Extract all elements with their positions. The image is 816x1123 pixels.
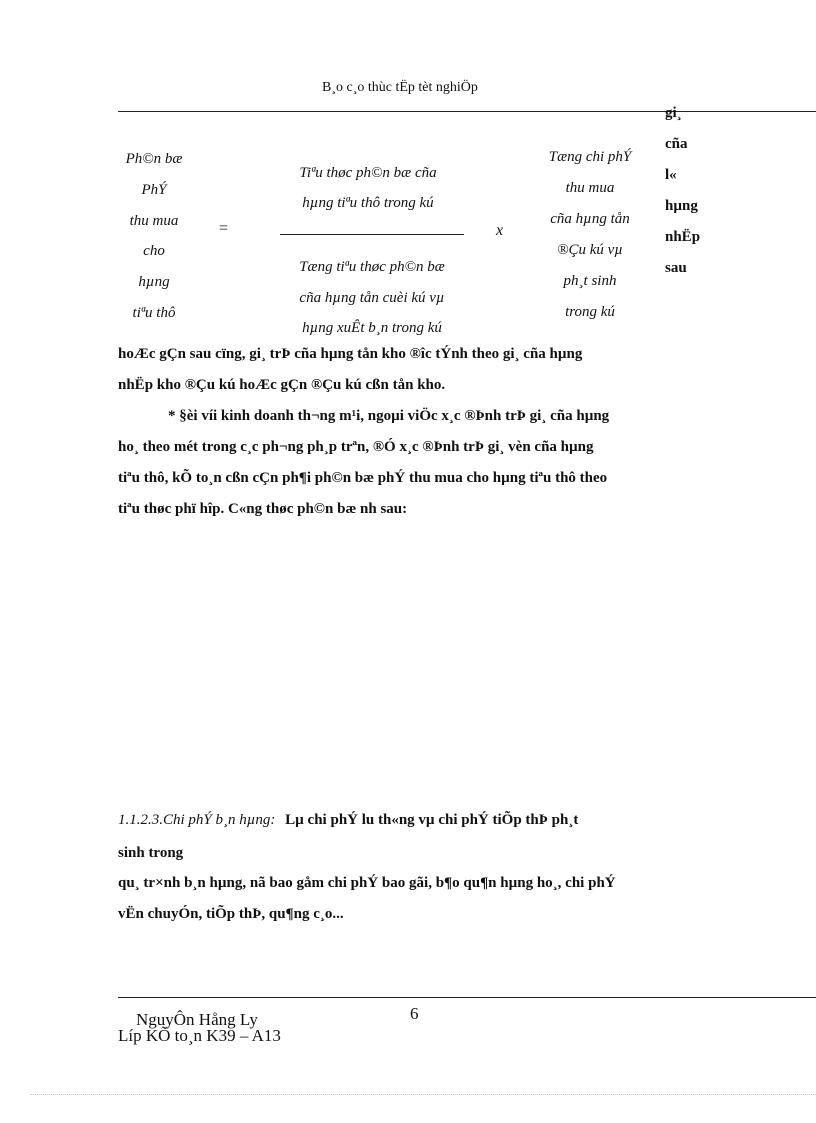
formula-lhs-line: hµng — [138, 274, 170, 291]
formula-lhs-line: Ph©n bæ — [125, 151, 183, 167]
equals-sign: = — [219, 220, 229, 237]
rhs-line: Tæng chi phÝ — [548, 149, 632, 165]
rhs-line: cña hµng tån — [550, 211, 630, 227]
formula-lhs-line: thu mua — [129, 212, 179, 229]
footer-rule — [118, 997, 816, 998]
side-line: l« — [665, 167, 677, 183]
rhs-line: thu mua — [565, 180, 615, 196]
page-number: 6 — [410, 1004, 419, 1023]
footer-author: NguyÔn Hång Ly — [136, 1010, 258, 1029]
side-line: gi¸ — [665, 105, 682, 121]
fraction-bar — [280, 234, 464, 235]
page-header-title: B¸o c¸o thùc tËp tèt nghiÖp — [322, 80, 478, 95]
body-paragraph-line: tiªu thô, kÕ to¸n cßn cÇn ph¶i ph©n bæ phÝ thu mua cho hµng tiªu thô theo — [118, 470, 608, 486]
page-bottom-dotted-divider — [30, 1094, 816, 1095]
body-paragraph-line: tiªu thøc phï hîp. C«ng thøc ph©n bæ nh sau: — [118, 501, 408, 517]
rhs-line: ph¸t sinh — [563, 273, 617, 289]
denominator-line: cña hµng tån cuèi kú vµ — [299, 289, 445, 306]
section-heading: 1.1.2.3.Chi phÝ b¸n hµng: — [118, 812, 276, 828]
times-sign: x — [496, 222, 504, 239]
formula-lhs-line: PhÝ — [141, 181, 167, 198]
formula-lhs-line: tiªu thô — [132, 304, 176, 321]
denominator-line: hµng xuÊt b¸n trong kú — [302, 320, 442, 336]
footer-class: Líp KÕ to¸n K39 – A13 — [118, 1026, 281, 1045]
numerator-line: hµng tiªu thô trong kú — [302, 195, 434, 211]
rhs-line: ®Çu kú vµ — [557, 242, 623, 258]
side-line: cña — [665, 136, 688, 152]
section-line: vËn chuyÓn, tiÕp thÞ, qu¶ng c¸o... — [118, 906, 344, 922]
section-line: sinh trong — [118, 845, 184, 861]
body-paragraph-line: nhËp kho ®Çu kú hoÆc gÇn ®Çu kú cßn tån kho. — [118, 377, 446, 393]
formula-numerator — [268, 158, 468, 218]
side-column-text — [665, 98, 700, 284]
section-line — [118, 812, 578, 829]
body-paragraph-line: ho¸ theo mét trong c¸c ph¬ng ph¸p trªn, ®Ó x¸c ®Þnh trÞ gi¸ vèn cña hµng — [118, 439, 594, 455]
formula-rhs — [526, 142, 654, 328]
section-line: qu¸ tr×nh b¸n hµng, nã bao gåm chi phÝ bao gãi, b¶o qu¶n hµng ho¸, chi phÝ — [118, 875, 616, 891]
side-line: hµng — [665, 198, 698, 214]
body-paragraph-line: hoÆc gÇn sau cïng, gi¸ trÞ cña hµng tån kho ®îc tÝnh theo gi¸ cña hµng — [118, 346, 583, 362]
section-text: Lµ chi phÝ lu th«ng vµ chi phÝ tiÕp thÞ ph¸t — [285, 812, 579, 828]
denominator-line: Tæng tiªu thøc ph©n bæ — [299, 259, 445, 275]
numerator-line: Tiªu thøc ph©n bæ cña — [299, 165, 437, 181]
body-paragraph-line: * §èi víi kinh doanh th¬ng m¹i, ngoµi viÖc x¸c ®Þnh trÞ gi¸ cña hµng — [168, 408, 610, 424]
formula-denominator — [262, 252, 482, 344]
side-line: nhËp — [665, 229, 701, 245]
side-line: sau — [665, 260, 687, 276]
rhs-line: trong kú — [565, 304, 615, 320]
formula-lhs-line: cho — [143, 243, 165, 260]
header-rule — [118, 111, 816, 112]
formula-lhs — [104, 144, 204, 329]
